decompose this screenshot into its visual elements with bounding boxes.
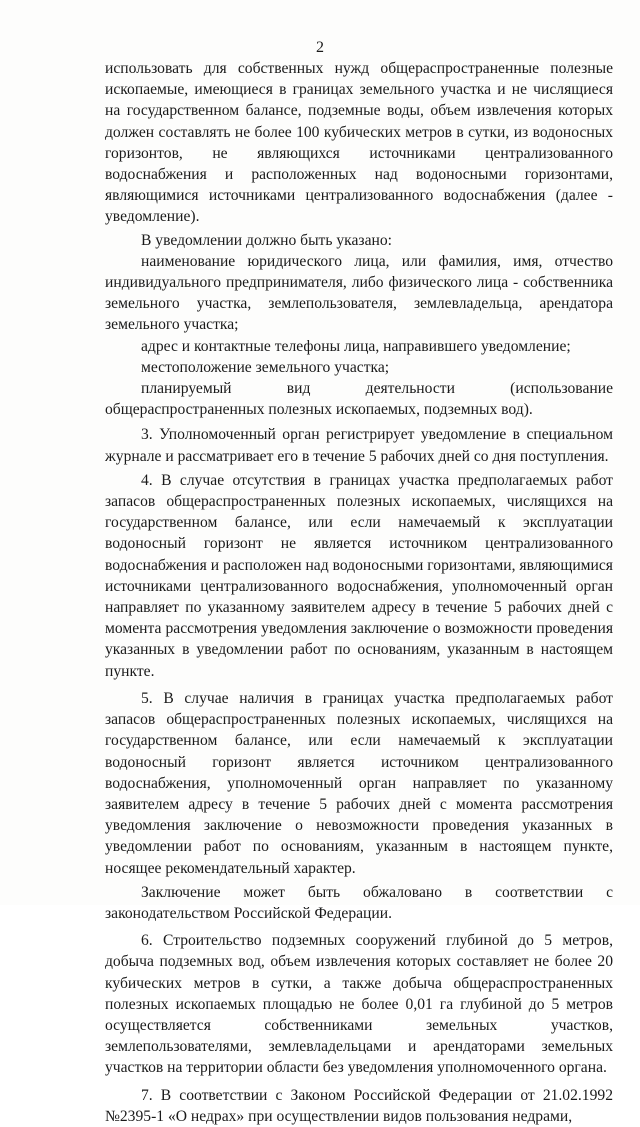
paragraph-item-6: 6. Строительство подземных сооружений глубиной до 5 метров, добыча подземных вод, объем извлечения которых составляет не более 20 кубических метров в сутки, а также добыча общераспространенных полезных ископаемых площадью не более 0,01 га глубиной до 5 метров осуществляется собственниками земельных участков, землепользователями, землевладельцами и арендаторами земельных участков на территории области без уведомления уполномоченного органа. [105, 932, 613, 1077]
paragraph-item-3: 3. Уполномоченный орган регистрирует уведомление в специальном журнале и рассматривает его в течение 5 рабочих дней со дня поступления. [105, 426, 613, 465]
list-item-planned-activity: планируемый вид деятельности (использование общераспространенных полезных ископаемых, подземных вод). [105, 380, 613, 419]
paragraph-item-4: 4. В случае отсутствия в границах участка предполагаемых работ запасов общераспространенных полезных ископаемых, числящихся на государственном балансе, или если намечаемый к эксплуатации водоносный горизонт не является источником централизованного водоснабжения и расположен над водоносными горизонтами, являющимися источниками централизованного водоснабжения, уполномоченный орган направляет по указанному заявителем адресу в течение 5 рабочих дней с момента рассмотрения уведомления заключение о возможности проведения указанных в уведомлении работ по основаниям, указанным в настоящем пункте. [105, 471, 613, 680]
paragraph-appeal: Заключение может быть обжаловано в соответствии с законодательством Российской Федерации. [105, 883, 613, 922]
list-item-applicant-name: наименование юридического лица, или фамилия, имя, отчество индивидуального предпринимателя, либо физического лица - собственника земельного участка, землепользователя, землевладельца, арендатора земельного участка; [105, 252, 613, 334]
list-item-address-phones: адрес и контактные телефоны лица, направившего уведомление; [141, 337, 571, 355]
document-body [105, 58, 613, 1127]
paragraph-notification-requirements: В уведомлении должно быть указано: [141, 231, 392, 249]
list-item-land-location: местоположение земельного участка; [141, 358, 390, 376]
paragraph-continuation: использовать для собственных нужд общераспространенные полезные ископаемые, имеющиеся в границах земельного участка и не числящиеся на государственном балансе, подземные воды, объем извлечения которых должен составлять не более 100 кубических метров в сутки, из водоносных горизонтов, не являющихся источниками централизованного водоснабжения и расположенных над водоносными горизонтами, являющимися источниками централизованного водоснабжения (далее - уведомление). [105, 60, 613, 226]
paragraph-item-7: 7. В соответствии с Законом Российской Федерации от 21.02.1992 №2395-1 «О недрах» при осуществлении видов пользования недрами, [105, 1086, 613, 1125]
paragraph-item-5: 5. В случае наличия в границах участка предполагаемых работ запасов общераспространенных полезных ископаемых, числящихся на государственном балансе, или если намечаемый к эксплуатации водоносный горизонт является источником централизованного водоснабжения, уполномоченный орган направляет по указанному заявителем адресу в течение 5 рабочих дней с момента рассмотрения уведомления заключение о невозможности проведения указанных в уведомлении работ по основаниям, указанным в настоящем пункте, носящее рекомендательный характер. [105, 689, 613, 877]
page-number: 2 [316, 39, 324, 56]
